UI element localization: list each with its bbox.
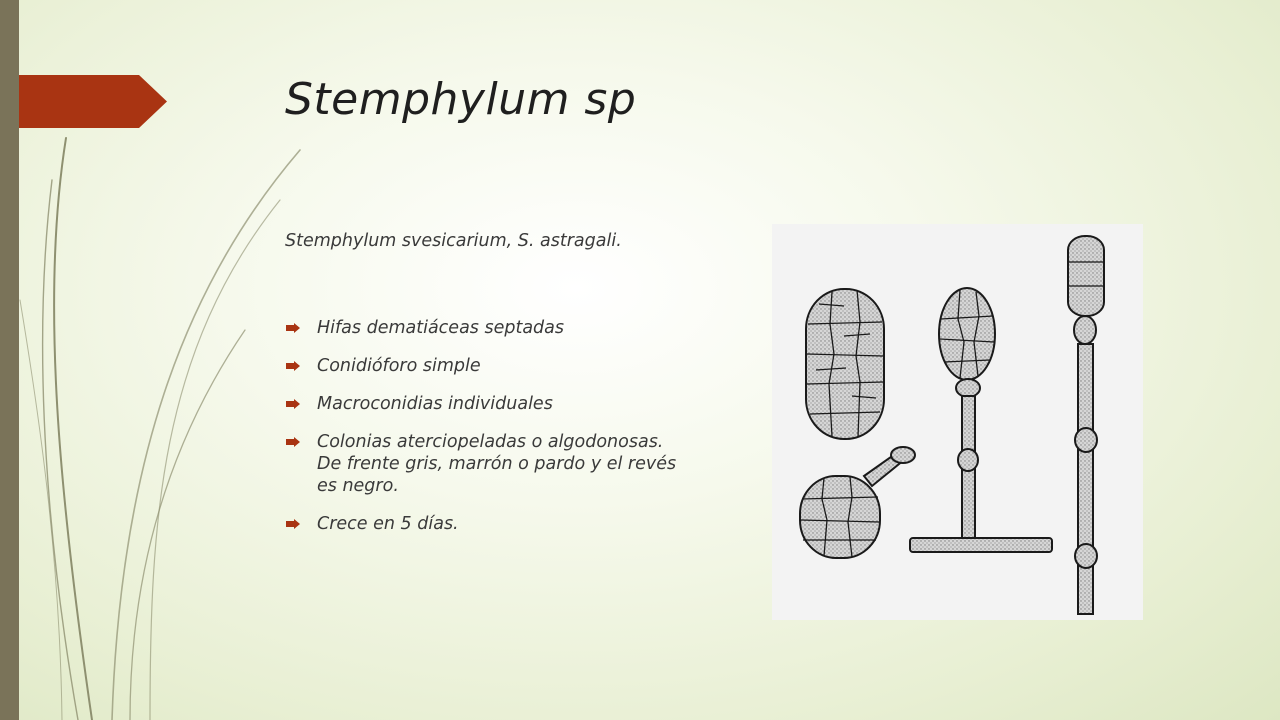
list-item	[286, 317, 706, 339]
bullet-text: Macroconidias individuales	[317, 394, 553, 414]
slide-subtitle: Stemphylum svesicarium, S. astragali.	[285, 231, 622, 251]
conidium-left-bottom	[800, 476, 880, 558]
list-item	[286, 355, 706, 377]
arrow-bullet-icon	[286, 437, 300, 447]
arrow-bullet-icon	[286, 519, 300, 529]
list-item	[286, 431, 677, 497]
bullet-text: Crece en 5 días.	[317, 514, 459, 534]
fungus-illustration	[772, 224, 1143, 620]
arrow-bullet-icon	[286, 399, 300, 409]
bullet-text: Colonias aterciopeladas o algodonosas. De frente gris, marrón o pardo y el revés es negro.	[317, 432, 677, 496]
bullet-text: Hifas dematiáceas septadas	[317, 318, 564, 338]
chevron-arrow-icon	[19, 75, 167, 128]
bullet-list	[286, 317, 706, 551]
list-item	[286, 393, 706, 415]
stemphylum-drawing	[772, 224, 1143, 620]
bullet-text: Conidióforo simple	[317, 356, 481, 376]
arrow-bullet-icon	[286, 323, 300, 333]
slide-title: Stemphylum sp	[285, 74, 637, 125]
list-item	[286, 513, 706, 535]
arrow-bullet-icon	[286, 361, 300, 371]
conidium-left-top	[806, 289, 884, 439]
